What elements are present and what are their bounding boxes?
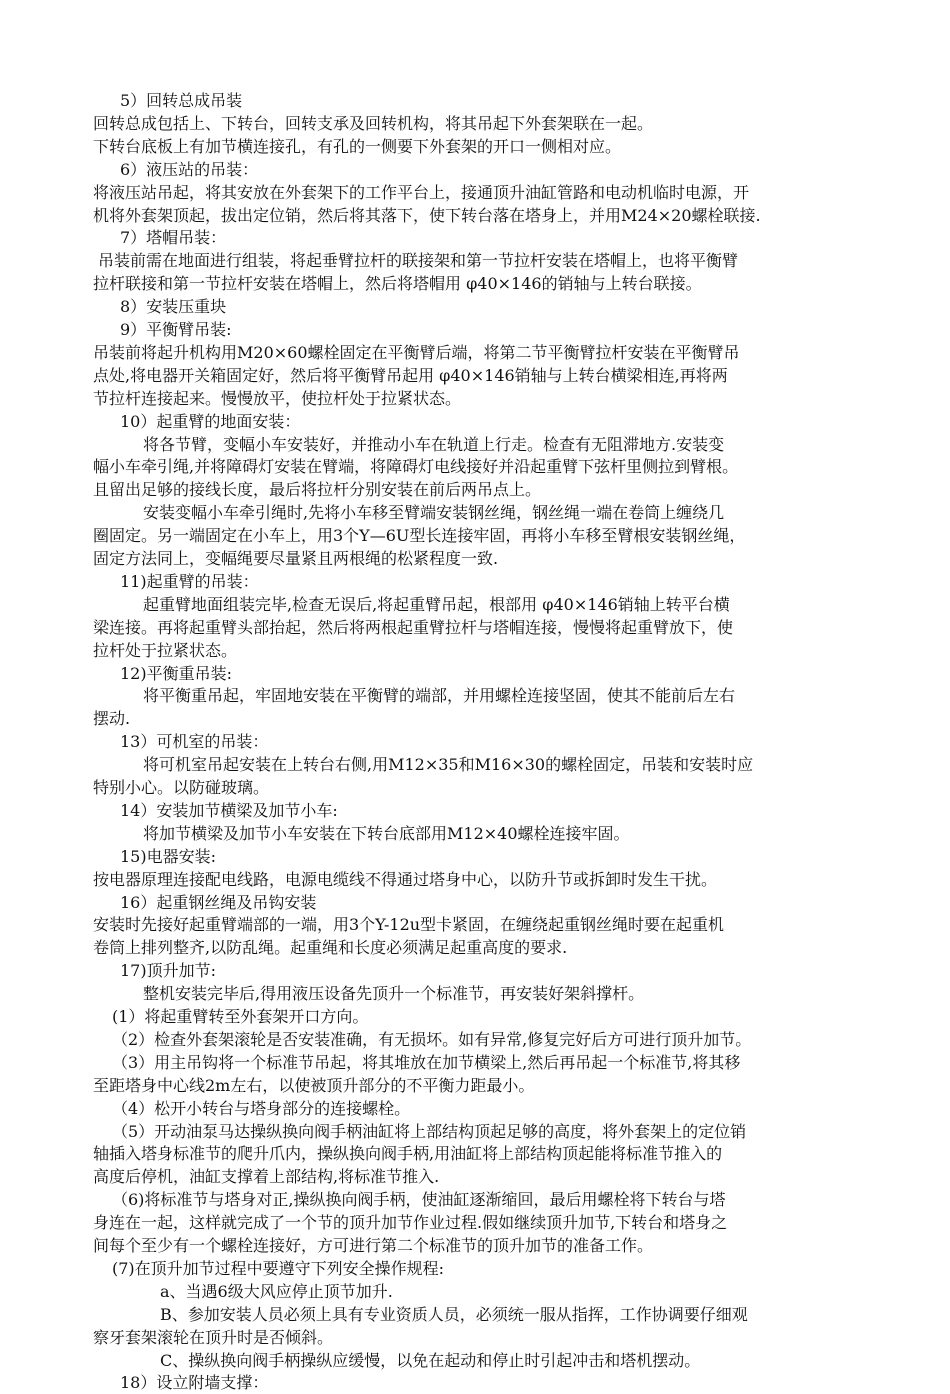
step-6: （6)将标准节与塔身对正,操纵换向阀手柄，使油缸逐渐缩回，最后用螺栓将下转台与塔 <box>112 1190 726 1210</box>
paragraph-line: 高度后停机，油缸支撑着上部结构,将标准节推入. <box>93 1167 440 1187</box>
rule-a: a、当遇6级大风应停止顶节加升. <box>160 1281 393 1301</box>
paragraph-line: 将加节横梁及加节小车安装在下转台底部用M12×40螺栓连接牢固。 <box>143 823 630 843</box>
paragraph-line: 且留出足够的接线长度，最后将拉杆分别安装在前后两吊点上。 <box>93 480 542 500</box>
paragraph-line: 察牙套架滚轮在顶升时是否倾斜。 <box>93 1327 334 1347</box>
paragraph-line: 轴插入塔身标准节的爬升爪内，操纵换向阀手柄,用油缸将上部结构顶起能将标准节推入的 <box>93 1144 723 1164</box>
paragraph-line: 节拉杆连接起来。慢慢放平，使拉杆处于拉紧状态。 <box>93 388 462 408</box>
paragraph-line: 安装时先接好起重臂端部的一端，用3个Y-12u型卡紧固，在缠绕起重钢丝绳时要在起重机 <box>93 915 725 935</box>
paragraph-line: 间每个至少有一个螺栓连接好，方可进行第二个标准节的顶升加节的准备工作。 <box>93 1236 654 1255</box>
paragraph-line: 将各节臂，变幅小车安装好，并推动小车在轨道上行走。检查有无阻滞地方.安装变 <box>143 434 725 454</box>
heading-12: 12)平衡重吊装: <box>120 663 232 683</box>
paragraph-line: 身连在一起，这样就完成了一个节的顶升加节作业过程.假如继续顶升加节,下转台和塔身之 <box>93 1213 728 1233</box>
step-5: （5）开动油泵马达操纵换向阀手柄油缸将上部结构顶起足够的高度，将外套架上的定位销 <box>112 1121 747 1141</box>
heading-18: 18）设立附墙支撑： <box>120 1373 269 1393</box>
step-7: (7)在顶升加节过程中要遵守下列安全操作规程: <box>112 1258 445 1278</box>
step-4: （4）松开小转台与塔身部分的连接螺栓。 <box>112 1098 411 1118</box>
paragraph-line: 梁连接。再将起重臂头部抬起，然后将两根起重臂拉杆与塔帽连接，慢慢将起重臂放下，使 <box>93 617 734 637</box>
paragraph-line: 点处,将电器开关箱固定好，然后将平衡臂吊起用 φ40×146销轴与上转台横梁相连,再将两 <box>93 365 728 385</box>
rule-b: B、参加安装人员必须上具有专业资质人员，必须统一服从指挥，工作协调要仔细观 <box>160 1304 748 1324</box>
paragraph-line: 下转台底板上有加节横连接孔，有孔的一侧要下外套架的开口一侧相对应。 <box>93 136 622 156</box>
step-2: （2）检查外套架滚轮是否安装准确，有无损坏。如有异常,修复完好后方可进行顶升加节。 <box>112 1029 752 1049</box>
paragraph-line: 按电器原理连接配电线路，电源电缆线不得通过塔身中心，以防升节或拆卸时发生干扰。 <box>93 869 718 889</box>
paragraph-line: 拉杆处于拉紧状态。 <box>93 640 238 660</box>
paragraph-line: 特别小心。以防碰玻璃。 <box>93 778 270 797</box>
heading-13: 13）可机室的吊装： <box>120 732 269 752</box>
heading-14: 14）安装加节横梁及加节小车: <box>120 800 338 820</box>
paragraph-line: 幅小车牵引绳,并将障碍灯安装在臂端，将障碍灯电线接好并沿起重臂下弦杆里侧拉到臂根。 <box>93 457 739 477</box>
paragraph-line: 圈固定。另一端固定在小车上，用3个Y—6U型长连接牢固，再将小车移至臂根安装钢丝绳， <box>93 526 746 546</box>
heading-7: 7）塔帽吊装： <box>120 228 227 248</box>
paragraph-line: 回转总成包括上、下转台，回转支承及回转机构，将其吊起下外套架联在一起。 <box>93 113 654 133</box>
heading-6: 6）液压站的吊装： <box>120 159 259 179</box>
heading-16: 16）起重钢丝绳及吊钩安装 <box>120 892 317 912</box>
heading-8: 8）安装压重块 <box>120 297 227 317</box>
paragraph-line: 整机安装完毕后,得用液压设备先顶升一个标准节，再安装好架斜撑杆。 <box>143 984 645 1004</box>
paragraph-line: 起重臂地面组装完毕,检查无误后,将起重臂吊起，根部用 φ40×146销轴上转平台横 <box>143 594 730 614</box>
paragraph-line: 安装变幅小车牵引绳时,先将小车移至臂端安装钢丝绳，钢丝绳一端在卷筒上缠绕几 <box>143 503 725 523</box>
paragraph-line: 固定方法同上，变幅绳要尽量紧且两根绳的松紧程度一致. <box>93 549 499 568</box>
rule-c: C、操纵换向阀手柄操纵应缓慢，以免在起动和停止时引起冲击和塔机摆动。 <box>160 1350 701 1370</box>
heading-9: 9）平衡臂吊装: <box>120 320 232 339</box>
heading-17: 17)顶升加节: <box>120 961 216 981</box>
paragraph-line: 摆动. <box>93 709 131 729</box>
heading-11: 11)起重臂的吊装： <box>120 571 259 591</box>
paragraph-line: 拉杆联接和第一节拉杆安装在塔帽上，然后将塔帽用 φ40×146的销轴与上转台联接。 <box>93 274 702 294</box>
heading-10: 10）起重臂的地面安装： <box>120 411 301 431</box>
paragraph-line: 吊装前需在地面进行组装，将起垂臂拉杆的联接架和第一节拉杆安装在塔帽上，也将平衡臂 <box>98 251 739 271</box>
paragraph-line: 将平衡重吊起，牢固地安装在平衡臂的端部，并用螺栓连接坚固，使其不能前后左右 <box>143 686 736 706</box>
paragraph-line: 机将外套架顶起，拔出定位销，然后将其落下，使下转台落在塔身上，并用M24×20螺栓联接. <box>93 205 761 225</box>
paragraph-line: 至距塔身中心线2m左右，以使被顶升部分的不平衡力距最小。 <box>93 1075 535 1095</box>
heading-15: 15)电器安装: <box>120 846 216 866</box>
step-3: （3）用主吊钩将一个标准节吊起，将其堆放在加节横梁上,然后再吊起一个标准节,将其移 <box>112 1052 741 1072</box>
heading-5: 5）回转总成吊装 <box>120 91 243 110</box>
paragraph-line: 吊装前将起升机构用M20×60螺栓固定在平衡臂后端，将第二节平衡臂拉杆安装在平衡臂吊 <box>93 342 740 362</box>
paragraph-line: 卷筒上排列整齐,以防乱绳。起重绳和长度必须满足起重高度的要求. <box>93 938 568 958</box>
step-1: (1）将起重臂转至外套架开口方向。 <box>112 1007 369 1026</box>
paragraph-line: 将液压站吊起，将其安放在外套架下的工作平台上，接通顶升油缸管路和电动机临时电源，开 <box>93 182 750 202</box>
paragraph-line: 将可机室吊起安装在上转台右侧,用M12×35和M16×30的螺栓固定，吊装和安装时应 <box>143 755 754 775</box>
